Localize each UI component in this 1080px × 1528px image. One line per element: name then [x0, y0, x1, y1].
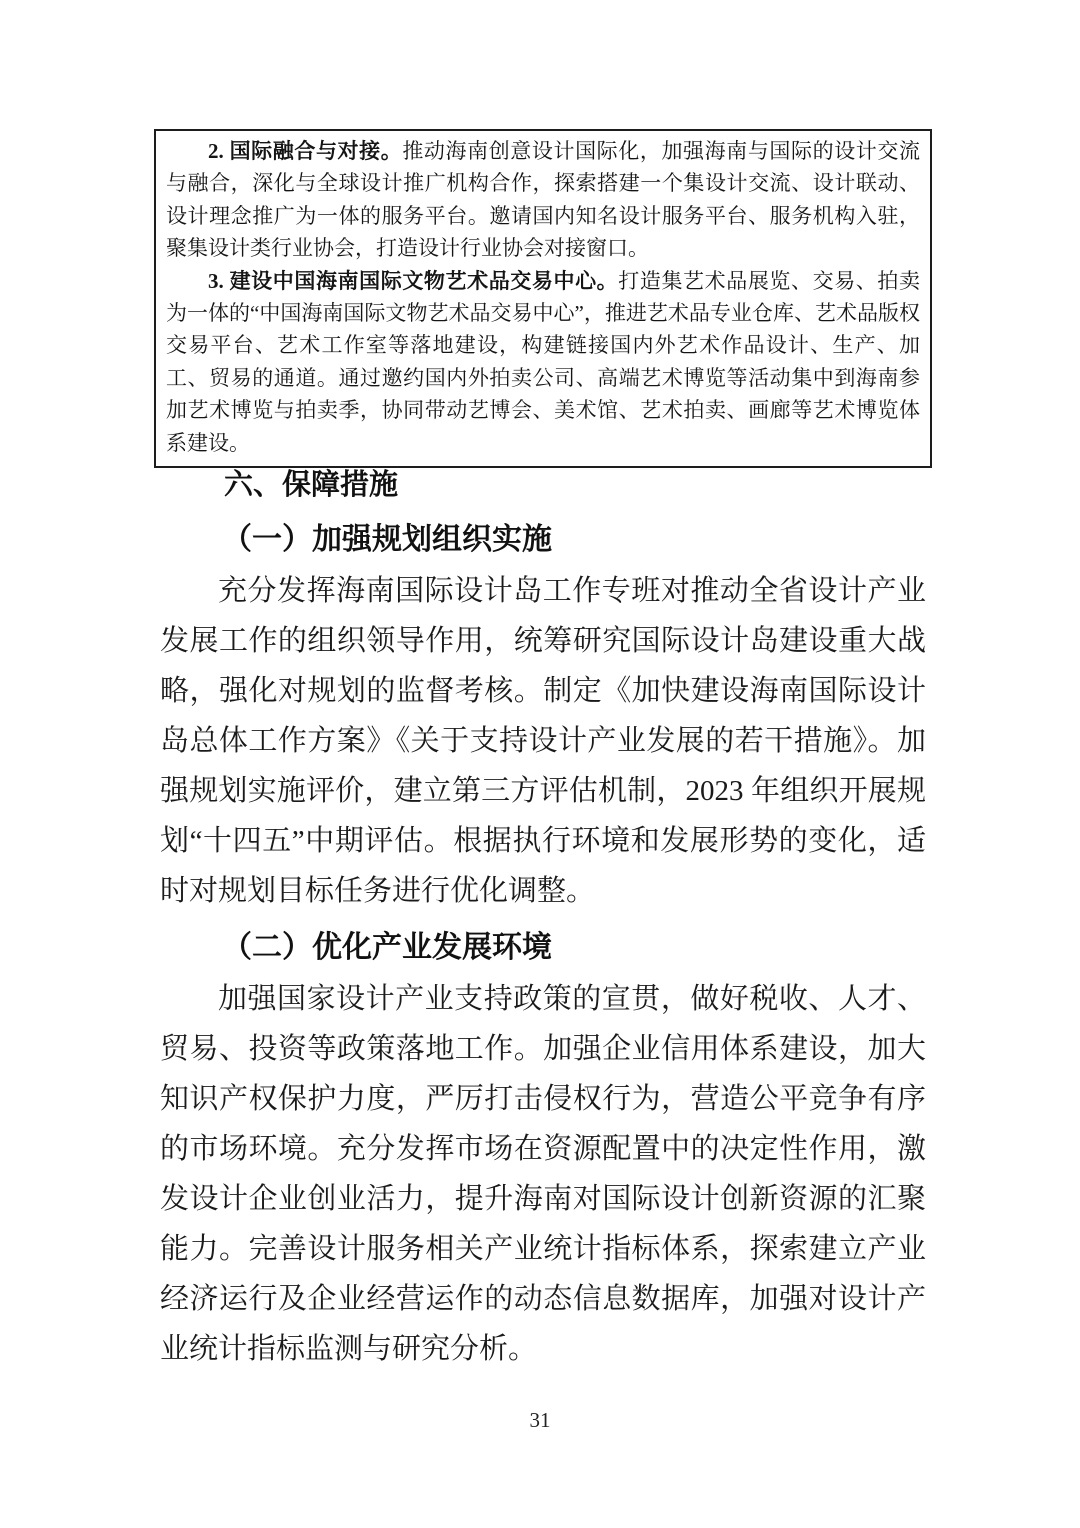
box-item-3-text: 打造集艺术品展览、交易、拍卖为一体的“中国海南国际文物艺术品交易中心”，推进艺术品专业仓库、艺术品版权交易平台、艺术工作室等落地建设，构建链接国内外艺术作品设计、生产、加工、贸易的通道。通过邀约国内外拍卖公司、高端艺术博览等活动集中到海南参加艺术博览与拍卖季，协同带动艺博会、美术馆、艺术拍卖、画廊等艺术博览体系建设。 [166, 268, 920, 455]
box-item-2-text: 推动海南创意设计国际化，加强海南与国际的设计交流与融合，深化与全球设计推广机构合作，探索搭建一个集设计交流、设计联动、设计理念推广为一体的服务平台。邀请国内知名设计服务平台、服务机构入驻，聚集设计类行业协会，打造设计行业协会对接窗口。 [166, 139, 920, 261]
box-paragraph [166, 135, 920, 265]
page-number: 31 [529, 1408, 551, 1432]
key-tasks-box [154, 129, 932, 468]
chapter-heading: 六、保障措施 [224, 469, 399, 501]
box-item-2-label: 2. 国际融合与对接。 [208, 139, 403, 163]
section-heading-2: （二）优化产业发展环境 [222, 931, 552, 964]
box-paragraph [166, 265, 920, 459]
section-heading-1: （一）加强规划组织实施 [222, 523, 552, 556]
page-content [160, 462, 926, 1374]
box-item-3-label: 3. 建设中国海南国际文物艺术品交易中心。 [208, 268, 619, 293]
section-body-1: 充分发挥海南国际设计岛工作专班对推动全省设计产业发展工作的组织领导作用，统筹研究国际设计岛建设重大战略，强化对规划的监督考核。制定《加快建设海南国际设计岛总体工作方案》《关于支持设计产业发展的若干措施》。加强规划实施评价，建立第三方评估机制，2023 年组织开展规划“十四五”中期评估。根据执行环境和发展形势的变化，适时对规划目标任务进行优化调整。 [160, 575, 926, 907]
section-body-2: 加强国家设计产业支持政策的宣贯，做好税收、人才、贸易、投资等政策落地工作。加强企业信用体系建设，加大知识产权保护力度，严厉打击侵权行为，营造公平竞争有序的市场环境。充分发挥市场在资源配置中的决定性作用，激发设计企业创业活力，提升海南对国际设计创新资源的汇聚能力。完善设计服务相关产业统计指标体系，探索建立产业经济运行及企业经营运作的动态信息数据库，加强对设计产业统计指标监测与研究分析。 [160, 983, 926, 1365]
